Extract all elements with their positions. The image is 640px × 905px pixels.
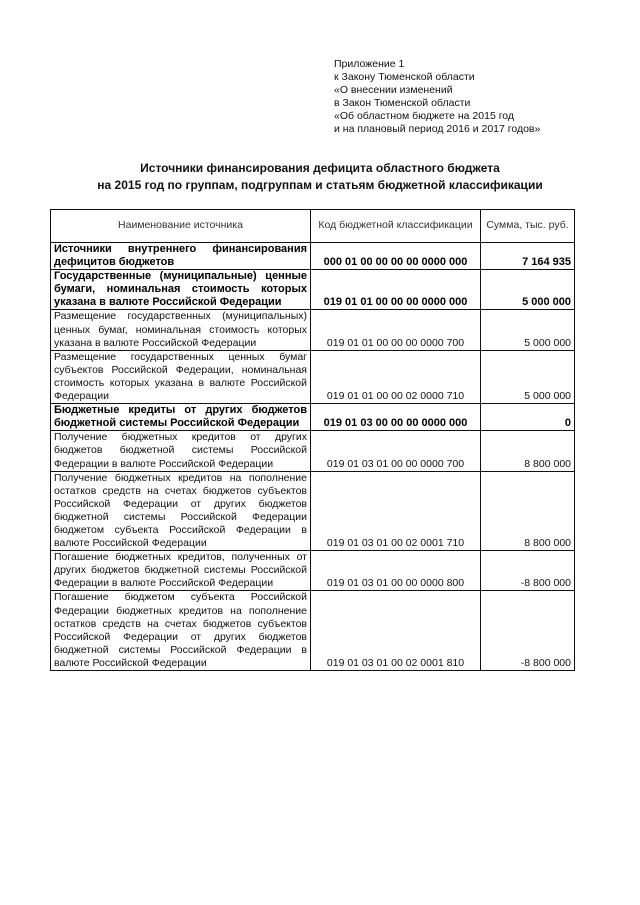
appendix-line: и на плановый период 2016 и 2017 годов»	[334, 123, 541, 135]
row-code: 000 01 00 00 00 00 0000 000	[311, 243, 481, 270]
row-name: Получение бюджетных кредитов на пополнение остатков средств на счетах бюджетов субъектов Российской Федерации от других бюджетов бюджетной системы Российской Федерации бюджетом субъекта Российской Федерации в валюте Российской Федерации	[51, 471, 311, 551]
row-code: 019 01 01 00 00 00 0000 700	[311, 310, 481, 350]
table-row	[51, 431, 575, 471]
row-amount: -8 800 000	[481, 591, 575, 671]
header-name: Наименование источника	[51, 210, 311, 243]
table-row	[51, 591, 575, 671]
appendix-line: к Закону Тюменской области	[334, 71, 475, 83]
appendix-note	[334, 58, 540, 136]
row-amount: -8 800 000	[481, 551, 575, 591]
row-amount: 5 000 000	[481, 350, 575, 403]
row-amount: 5 000 000	[481, 270, 575, 310]
row-name: Размещение государственных (муниципальных) ценных бумаг, номинальная стоимость которых указана в валюте Российской Федерации	[51, 310, 311, 350]
row-name: Источники внутреннего финансирования дефицитов бюджетов	[51, 243, 311, 270]
row-amount: 8 800 000	[481, 471, 575, 551]
financing-sources-table	[50, 209, 575, 671]
appendix-line: «О внесении изменений	[334, 84, 453, 96]
table-row	[51, 350, 575, 403]
table-row	[51, 243, 575, 270]
row-name: Государственные (муниципальные) ценные бумаги, номинальная стоимость которых указана в валюте Российской Федерации	[51, 270, 311, 310]
row-name: Получение бюджетных кредитов от других бюджетов бюджетной системы Российской Федерации в валюте Российской Федерации	[51, 431, 311, 471]
table-row	[51, 310, 575, 350]
row-name: Размещение государственных ценных бумаг субъектов Российской Федерации, номинальная стоимость которых указана в валюте Российской Федерации	[51, 350, 311, 403]
table-row	[51, 404, 575, 431]
appendix-line: Приложение 1	[334, 58, 405, 70]
row-amount: 5 000 000	[481, 310, 575, 350]
row-code: 019 01 01 00 00 00 0000 000	[311, 270, 481, 310]
row-code: 019 01 03 00 00 00 0000 000	[311, 404, 481, 431]
appendix-line: в Закон Тюменской области	[334, 97, 471, 109]
row-code: 019 01 01 00 00 02 0000 710	[311, 350, 481, 403]
table-header-row	[51, 210, 575, 243]
table-row	[51, 471, 575, 551]
appendix-line: «Об областном бюджете на 2015 год	[334, 110, 515, 122]
document-title	[0, 160, 640, 194]
title-line-1: Источники финансирования дефицита областного бюджета	[140, 161, 500, 175]
row-code: 019 01 03 01 00 02 0001 810	[311, 591, 481, 671]
row-amount: 7 164 935	[481, 243, 575, 270]
row-code: 019 01 03 01 00 02 0001 710	[311, 471, 481, 551]
row-amount: 8 800 000	[481, 431, 575, 471]
table-row	[51, 551, 575, 591]
row-amount: 0	[481, 404, 575, 431]
header-code: Код бюджетной классификации	[311, 210, 481, 243]
row-name: Бюджетные кредиты от других бюджетов бюджетной системы Российской Федерации	[51, 404, 311, 431]
row-name: Погашение бюджетных кредитов, полученных от других бюджетов бюджетной системы Российской Федерации в валюте Российской Федерации	[51, 551, 311, 591]
table-row	[51, 270, 575, 310]
row-name: Погашение бюджетом субъекта Российской Федерации бюджетных кредитов на пополнение остатков средств на счетах бюджетов субъектов Российской Федерации от других бюджетов бюджетной системы Российской Федерации в валюте Российской Федерации	[51, 591, 311, 671]
row-code: 019 01 03 01 00 00 0000 700	[311, 431, 481, 471]
row-code: 019 01 03 01 00 00 0000 800	[311, 551, 481, 591]
title-line-2: на 2015 год по группам, подгруппам и статьям бюджетной классификации	[97, 178, 543, 192]
header-amount: Сумма, тыс. руб.	[481, 210, 575, 243]
